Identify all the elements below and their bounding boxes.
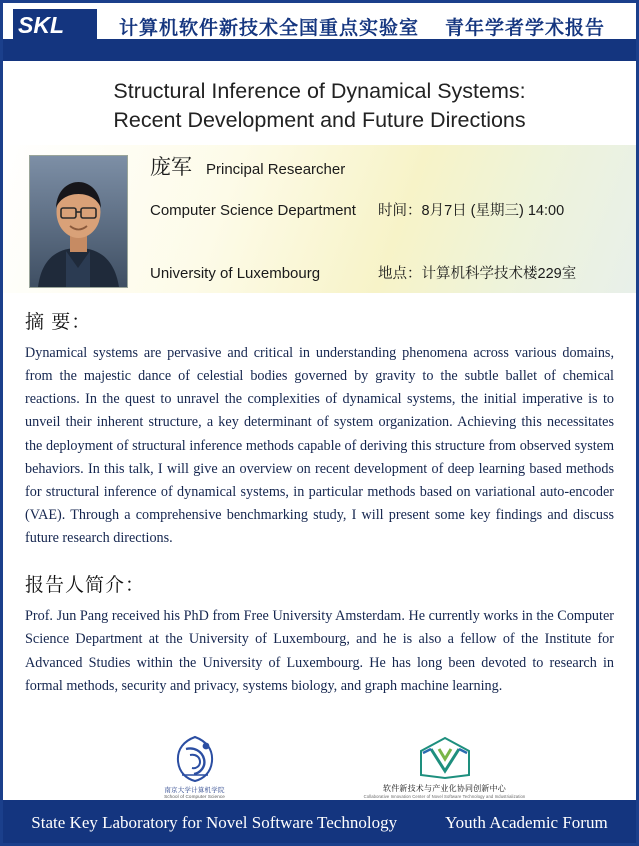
nju-cs-caption-en: School of Computer Science xyxy=(164,794,225,799)
title-block xyxy=(3,61,636,145)
speaker-band xyxy=(3,145,636,293)
svg-text:SKL: SKL xyxy=(18,12,64,38)
lab-title: 计算机软件新技术全国重点实验室 xyxy=(119,18,420,39)
innovation-center-caption-cn: 软件新技术与产业化协同创新中心 xyxy=(383,784,506,793)
innovation-center-caption-en: Collaborative Innovation Center of Novel Software Technology and Industrialization xyxy=(363,794,526,799)
speaker-univ-row xyxy=(150,262,618,283)
bottom-bar xyxy=(3,800,636,843)
bio-text: Prof. Jun Pang received his PhD from Free University Amsterdam. He currently works in the Computer Science Department at the University of Luxembourg, and he is also a fellow of the Institute for Advanced Studies within the University of Luxembourg. He has long been devoted to research in formal methods, security and privacy, systems biology, and graph machine learning. xyxy=(25,608,614,694)
nju-cs-logo xyxy=(105,735,285,799)
talk-title-line1: Structural Inference of Dynamical Systems: xyxy=(113,79,526,103)
bio-heading: 报告人简介： xyxy=(25,575,146,597)
footer-logos xyxy=(3,727,636,799)
abstract-heading: 摘 要： xyxy=(25,312,92,334)
talk-title-line2: Recent Development and Future Directions xyxy=(113,108,526,133)
event-time-label: 时间： xyxy=(378,203,422,220)
speaker-university: University of Luxembourg xyxy=(150,265,321,283)
speaker-role: Principal Researcher xyxy=(206,161,346,179)
speaker-photo xyxy=(29,155,128,288)
bottom-bar-lab-name: State Key Laboratory for Novel Software Technology xyxy=(31,813,398,832)
poster-header xyxy=(3,3,636,61)
skl-logo-icon xyxy=(13,9,97,45)
event-place-value: 计算机科学技术楼229室 xyxy=(421,266,577,283)
bottom-bar-forum-name: Youth Academic Forum xyxy=(445,813,608,832)
innovation-center-logo xyxy=(355,735,535,799)
forum-title: 青年学者学术报告 xyxy=(445,18,606,39)
abstract-text: Dynamical systems are pervasive and critical in understanding phenomena across various domains, from the majestic dance of celestial bodies governed by gravity to the subtle ballet of chemical reactions. In the quest to unravel the complexities of dynamical systems, the initial imperative is to unveil their inherent structure, a key determinant of system organization. Achieving this necessitates the deployment of structural inference methods capable of deriving this structure from observed system behaviors. In this talk, I will give an overview on recent development of deep learning based methods for structural inference of dynamical systems, in particular methods based on variational auto-encoder (VAE). Through a comprehensive benchmarking study, I will present some key findings and discuss future research directions. xyxy=(25,345,614,547)
speaker-dept-row xyxy=(150,199,618,220)
speaker-name-row xyxy=(150,151,618,181)
header-title-group xyxy=(119,13,605,40)
speaker-info xyxy=(150,151,618,287)
speaker-name: 庞军 xyxy=(150,156,192,180)
event-place-label: 地点： xyxy=(378,266,422,283)
speaker-department: Computer Science Department xyxy=(150,202,356,220)
event-time-value: 8月7日 (星期三) 14:00 xyxy=(421,203,565,220)
nju-cs-caption-cn: 南京大学计算机学院 xyxy=(164,787,225,794)
poster-body xyxy=(3,293,636,698)
